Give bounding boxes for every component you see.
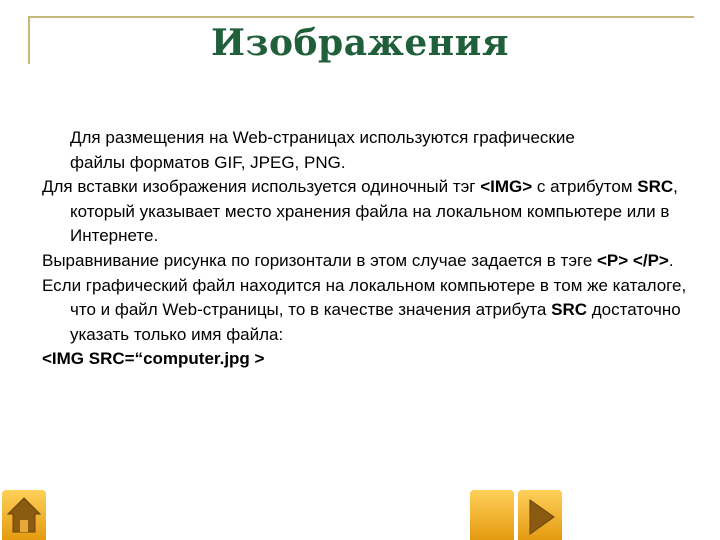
paragraph-1-line-2: файлы форматов GIF, JPEG, PNG. <box>70 152 346 172</box>
src-attr-code-2: SRC <box>551 300 588 320</box>
next-button[interactable] <box>518 490 562 540</box>
paragraph-2-text-1: Для вставки изображения используется одиночный тэг <box>42 177 481 197</box>
paragraph-4-text-1: Если графический файл находится на локальном компьютере в том же каталоге, что и файл Web-страницы, то в качестве значения атрибута <box>42 275 687 320</box>
paragraph-1 <box>42 126 687 175</box>
paragraph-2-text-3: , который указывает место хранения файла на локальном компьютере или в Интернете. <box>70 177 678 246</box>
home-icon <box>2 490 46 540</box>
src-attr-code: SRC <box>637 177 674 197</box>
next-arrow-icon <box>518 490 562 540</box>
img-tag-code: <IMG> <box>480 177 533 197</box>
frame-top-line <box>28 16 694 18</box>
paragraph-5 <box>42 347 687 372</box>
paragraph-3-text-2: . <box>668 250 674 270</box>
home-button[interactable] <box>2 490 46 540</box>
slide-title: Изображения <box>211 22 509 64</box>
img-example-code: <IMG SRC=“computer.jpg > <box>42 349 265 369</box>
slide-content <box>42 126 687 372</box>
blank-button[interactable] <box>470 490 514 540</box>
paragraph-4 <box>42 274 687 348</box>
paragraph-2 <box>42 175 687 249</box>
paragraph-1-line-1: Для размещения на Web-страницах используются графические <box>70 128 575 147</box>
paragraph-2-text-2: с атрибутом <box>532 177 638 197</box>
paragraph-3-text-1: Выравнивание рисунка по горизонтали в этом случае задается в тэге <box>42 250 597 270</box>
paragraph-3 <box>42 249 687 274</box>
p-tag-code: <P> </P> <box>597 250 669 270</box>
paragraph-4-text-2: достаточно указать только имя файла: <box>70 300 681 344</box>
